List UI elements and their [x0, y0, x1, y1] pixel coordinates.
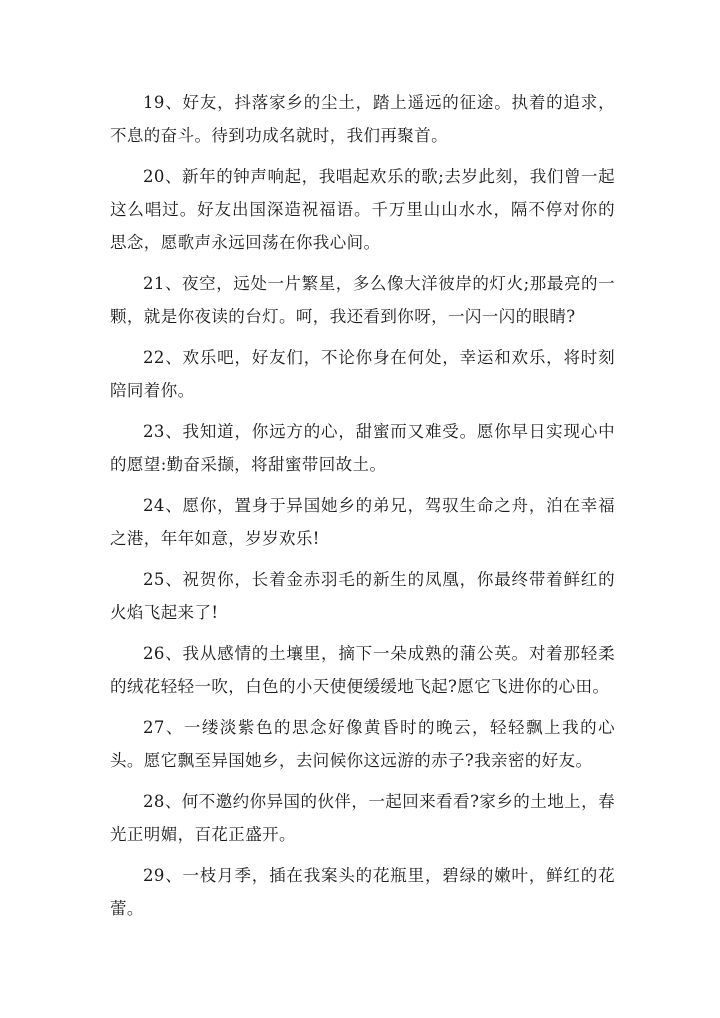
paragraph-22: 22、欢乐吧，好友们，不论你身在何处，幸运和欢乐，将时刻陪同着你。	[110, 348, 615, 400]
paragraph-27: 27、一缕淡紫色的思念好像黄昏时的晚云，轻轻飘上我的心头。愿它飘至异国她乡，去问候你这远游的赤子?我亲密的好友。	[110, 718, 615, 770]
paragraph-20: 20、新年的钟声响起，我唱起欢乐的歌;去岁此刻，我们曾一起这么唱过。好友出国深造祝福语。千万里山山水水，隔不停对你的思念，愿歌声永远回荡在你我心间。	[110, 167, 615, 252]
paragraph-29: 29、一枝月季，插在我案头的花瓶里，碧绿的嫩叶，鲜红的花蕾。	[110, 866, 615, 918]
paragraph-28: 28、何不邀约你异国的伙伴，一起回来看看?家乡的土地上，春光正明媚，百花正盛开。	[110, 792, 615, 844]
paragraph-24: 24、愿你，置身于异国她乡的弟兄，驾驭生命之舟，泊在幸福之港，年年如意，岁岁欢乐!	[110, 496, 615, 548]
paragraph-26: 26、我从感情的土壤里，摘下一朵成熟的蒲公英。对着那轻柔的绒花轻轻一吹，白色的小天使便缓缓地飞起?愿它飞进你的心田。	[110, 644, 615, 696]
paragraph-21: 21、夜空，远处一片繁星，多么像大洋彼岸的灯火;那最亮的一颗，就是你夜读的台灯。呵，我还看到你呀，一闪一闪的眼睛?	[110, 274, 615, 326]
document-body	[110, 86, 615, 933]
paragraph-23: 23、我知道，你远方的心，甜蜜而又难受。愿你早日实现心中的愿望:勤奋采撷，将甜蜜带回故土。	[110, 422, 615, 474]
paragraph-25: 25、祝贺你，长着金赤羽毛的新生的凤凰，你最终带着鲜红的火焰飞起来了!	[110, 570, 615, 622]
paragraph-19: 19、好友，抖落家乡的尘土，踏上遥远的征途。执着的追求，不息的奋斗。待到功成名就时，我们再聚首。	[110, 93, 615, 145]
